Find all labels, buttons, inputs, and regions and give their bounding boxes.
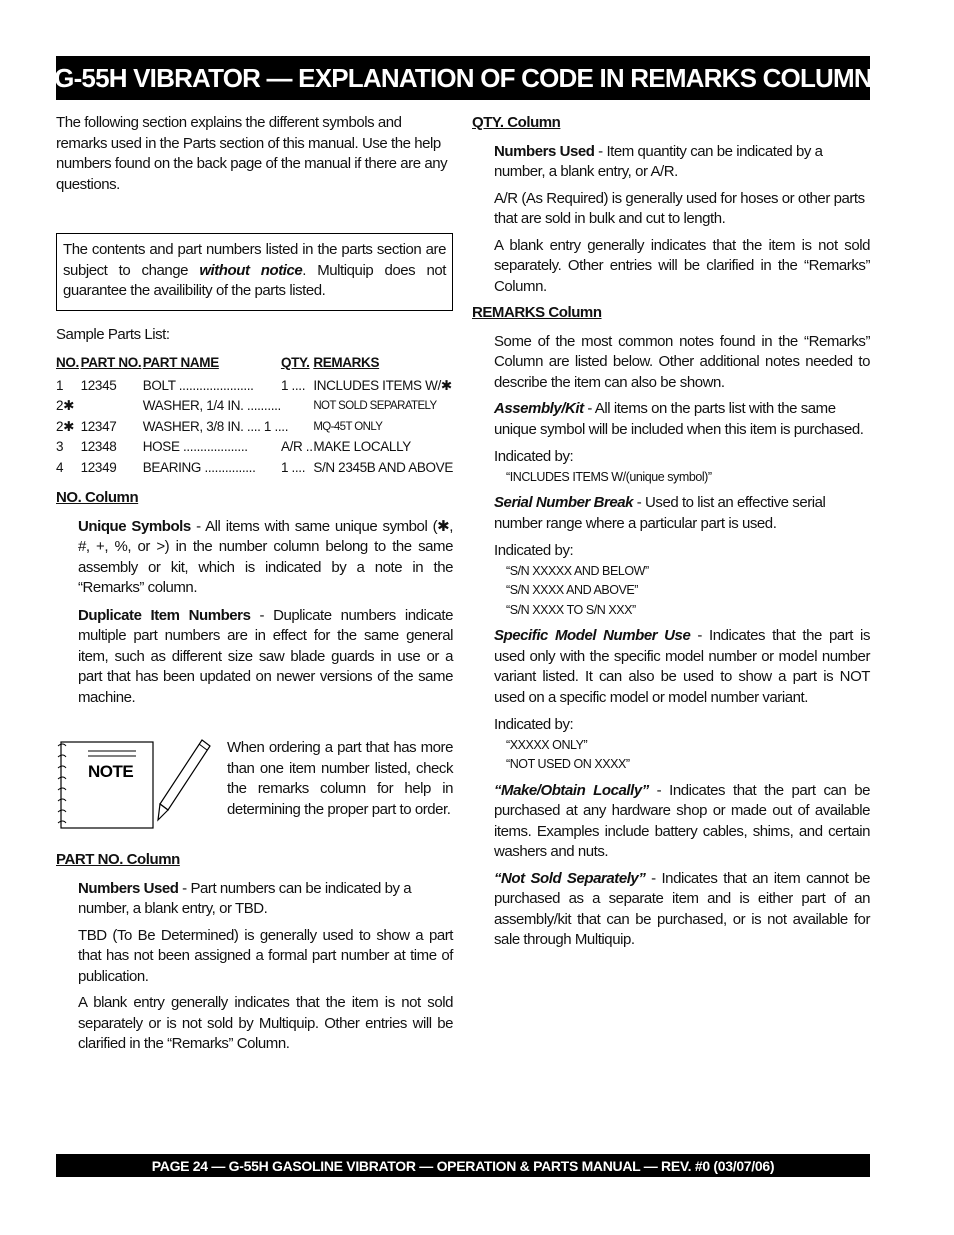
remarks-intro-paragraph: Some of the most common notes found in the “Remarks” Column are listed below. Other additional notes needed to describe the item can also be shown. [494, 332, 870, 391]
qty-numbers-used-text: - Item quantity can be indicated by a number, a blank entry, or A/R. [494, 142, 823, 180]
sample-label: Sample Parts List: [56, 325, 170, 343]
row-remarks: MAKE LOCALLY [313, 439, 411, 454]
specific-model-text: - Indicates that the part is used only with the specific model number or model number variant listed. It can also be used to show a part is NOT used on a specific model or model number variant. [494, 627, 870, 706]
qty-numbers-used-label: Numbers Used [494, 142, 595, 160]
serial-example: “S/N XXXXX AND BELOW” [506, 563, 649, 578]
page-title: G-55H VIBRATOR — EXPLANATION OF CODE IN REMARKS COLUMN [56, 56, 870, 100]
row-remarks: INCLUDES ITEMS W/✱ [313, 377, 452, 393]
row-remarks: NOT SOLD SEPARATELY [313, 400, 437, 412]
serial-break-text: - Used to list an effective serial number range where a particular part is used. [494, 494, 826, 532]
row-no: 2✱ [56, 398, 75, 413]
blank-entry-paragraph: A blank entry generally indicates that the item is not sold separately or is not sold by Multiquip. Other entries will be clarified in the “Remarks” Column. [78, 994, 453, 1052]
assembly-kit-paragraph [494, 399, 870, 440]
make-locally-text: - Indicates that the part can be purchased at any hardware shop or made out of available items. Examples include battery cables, shims, and certain washers and nuts. [494, 781, 870, 860]
unique-symbols-text: - All items with same unique symbol (✱, #, +, %, or >) in the number column belong to the same assembly or kit, which is indicated by a note in the “Remarks” column. [78, 517, 453, 596]
header-part-no: PART NO. [80, 355, 142, 370]
table-row [56, 396, 453, 417]
model-example: “XXXXX ONLY” [506, 737, 588, 752]
note-callout [56, 738, 453, 838]
table-row [56, 376, 453, 397]
row-part-no: 12345 [80, 377, 117, 393]
qty-blank-paragraph: A blank entry generally indicates that the item is not sold separately. Other entries will be clarified in the “Remarks” Column. [494, 236, 870, 295]
notice-box [56, 233, 453, 311]
row-remarks: MQ-45T ONLY [313, 420, 383, 433]
part-numbers-used-text: - Part numbers can be indicated by a number, a blank entry, or TBD. [78, 879, 412, 917]
serial-break-label: Serial Number Break [494, 494, 634, 511]
no-column-heading: NO. Column [56, 489, 139, 506]
table-row [56, 417, 453, 438]
not-sold-label: “Not Sold Separately” [494, 869, 646, 887]
notice-text-1: The contents and part numbers listed in the parts section are subject to change [63, 241, 446, 279]
row-no: 4 [56, 459, 64, 475]
model-example: “NOT USED ON XXXX” [506, 757, 630, 771]
left-column [56, 113, 453, 1055]
part-no-column-heading: PART NO. Column [56, 851, 180, 868]
part-numbers-used-paragraph [78, 879, 453, 920]
duplicate-numbers-paragraph [78, 606, 453, 709]
duplicate-numbers-label: Duplicate Item Numbers [78, 606, 251, 624]
serial-example: “S/N XXXX TO S/N XXX” [506, 602, 636, 617]
specific-model-label: Specific Model Number Use [494, 627, 691, 644]
row-qty [281, 396, 313, 417]
row-name: WASHER, 3/8 IN. .... 1 .... [142, 418, 289, 434]
row-no: 1 [56, 377, 64, 393]
note-text: When ordering a part that has more than one item number listed, check the remarks column for help in determining the proper part to order. [227, 739, 453, 818]
header-remarks: REMARKS [313, 355, 380, 370]
qty-numbers-used-paragraph [494, 142, 870, 183]
header-no: NO. [56, 355, 79, 370]
row-remarks: S/N 2345B AND ABOVE [313, 459, 453, 475]
assembly-example: “INCLUDES ITEMS W/(unique symbol)” [506, 469, 712, 484]
qty-column-heading: QTY. Column [472, 114, 561, 131]
specific-model-paragraph [494, 626, 870, 708]
row-part-no: 12348 [80, 439, 117, 454]
row-part-no: 12349 [80, 459, 117, 475]
unique-symbols-paragraph [78, 517, 453, 599]
serial-example: “S/N XXXX AND ABOVE” [506, 583, 639, 597]
make-locally-label: “Make/Obtain Locally” [494, 781, 649, 799]
note-notepad-icon [56, 738, 216, 833]
right-column [472, 113, 870, 951]
row-qty: 1 .... [280, 377, 306, 393]
intro-paragraph: The following section explains the different symbols and remarks used in the Parts section of this manual. Use the help numbers found on the back page of the manual if there are any questions. [56, 114, 448, 193]
header-part-name: PART NAME [142, 355, 219, 370]
row-no: 3 [56, 439, 64, 454]
remarks-column-heading: REMARKS Column [472, 304, 602, 321]
indicated-by-label: Indicated by: [494, 542, 574, 559]
not-sold-text: - Indicates that an item cannot be purchased as a separate item and is either part of an assembly/kit that can be purchased, or is not available for sale through Multiquip. [494, 869, 870, 948]
row-qty: 1 .... [280, 459, 306, 475]
row-qty: A/R .. [280, 439, 313, 454]
sample-parts-table [56, 353, 453, 478]
assembly-kit-text: - All items on the parts list with the same unique symbol will be included when this item is purchased. [494, 400, 864, 438]
row-name: BEARING ............... [142, 459, 256, 475]
row-name: WASHER, 1/4 IN. .......... [142, 398, 281, 413]
indicated-by-label: Indicated by: [494, 716, 574, 733]
table-header-row [56, 353, 453, 376]
notice-emphasis: without notice [199, 261, 303, 279]
page-footer: PAGE 24 — G-55H GASOLINE VIBRATOR — OPERATION & PARTS MANUAL — REV. #0 (03/07/06) [56, 1154, 870, 1177]
row-part-no [81, 396, 143, 417]
tbd-paragraph: TBD (To Be Determined) is generally used to show a part that has not been assigned a formal part number at time of publication. [78, 926, 453, 985]
header-qty: QTY. [280, 355, 310, 370]
row-name: BOLT ...................... [142, 377, 254, 393]
duplicate-numbers-text: - Duplicate numbers indicate multiple part numbers are in effect for the same general item, such as different size saw blade guards in use or a part that has been updated on newer versions of the same machine. [78, 606, 453, 706]
assembly-kit-label: Assembly/Kit [494, 400, 584, 417]
not-sold-paragraph [494, 869, 870, 951]
unique-symbols-label: Unique Symbols [78, 517, 191, 535]
notice-text-2: . Multiquip does not guarantee the availibility of the parts listed. [63, 261, 446, 299]
table-row [56, 458, 453, 479]
make-locally-paragraph [494, 781, 870, 863]
row-no: 2✱ [56, 418, 75, 434]
row-part-no: 12347 [80, 418, 117, 434]
serial-break-paragraph [494, 493, 870, 534]
row-name: HOSE ................... [142, 439, 248, 454]
note-label: NOTE [88, 762, 134, 781]
part-numbers-used-label: Numbers Used [78, 879, 179, 897]
table-row [56, 437, 453, 458]
indicated-by-label: Indicated by: [494, 448, 574, 465]
ar-paragraph: A/R (As Required) is generally used for hoses or other parts that are sold in bulk and cut to length. [494, 189, 865, 227]
